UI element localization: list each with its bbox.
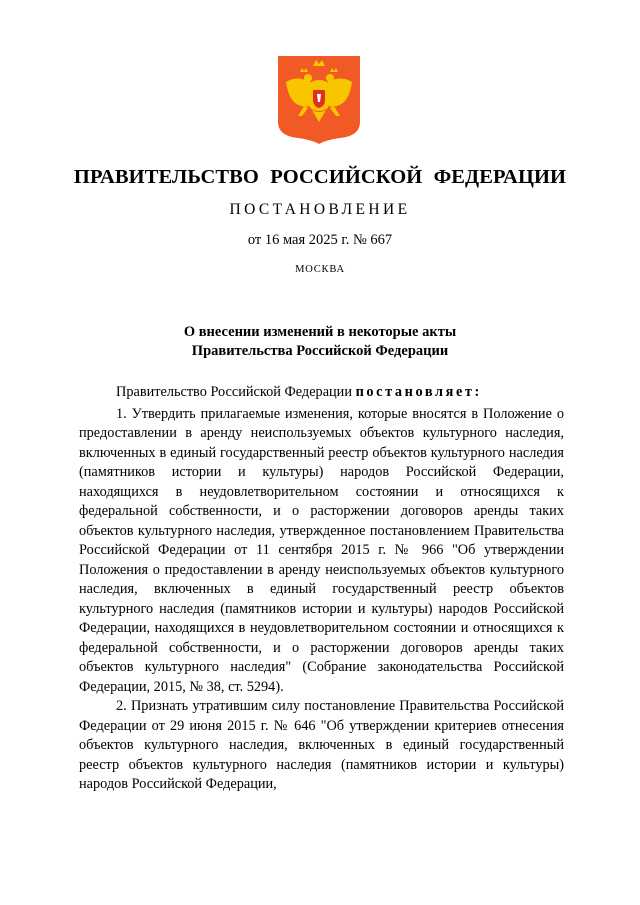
- paragraph-1: 1. Утвердить прилагаемые изменения, которые вносятся в Положение о предоставлении в аренду неиспользуемых объектов культурного наследия, включенных в единый государственный реестр объектов культурного наследия (памятников истории и культуры) народов Российской Федерации, находящихся в неудовлетворительном состоянии и относящихся к федеральной собственности, и о расторжении договоров аренды таких объектов культурного наследия, утвержденное постановлением Правительства Российской Федерации от 11 сентября 2015 г. № 966 "Об утверждении Положения о предоставлении в аренду неиспользуемых объектов культурного наследия, включенных в единый государственный реестр объектов культурного наследия (памятников истории и культуры) народов Российской Федерации, находящихся в неудовлетворительном состоянии и относящихся к федеральной собственности, и о расторжении договоров аренды таких объектов культурного наследия" (Собрание законодательства Российской Федерации, 2015, № 38, ст. 5294).: [79, 405, 564, 695]
- document-type: ПОСТАНОВЛЕНИЕ: [229, 201, 411, 218]
- paragraph-2: 2. Признать утратившим силу постановление Правительства Российской Федерации от 29 июня 2015 г. № 646 "Об утверждении критериев отнесения объектов культурного наследия, включенных в единый государственный реестр объектов культурного наследия (памятников истории и культуры) народов Российской Федерации,: [79, 698, 564, 792]
- document-subject: [0, 323, 640, 361]
- document-date-number: от 16 мая 2025 г. № 667: [247, 232, 393, 248]
- document-body: [79, 383, 564, 795]
- subject-line-1: О внесении изменений в некоторые акты: [183, 324, 457, 340]
- preamble-text: Правительство Российской Федерации: [116, 384, 356, 400]
- preamble: [79, 383, 564, 403]
- preamble-verb: постановляет:: [355, 384, 482, 400]
- coat-of-arms-icon: [278, 56, 360, 144]
- government-title: ПРАВИТЕЛЬСТВО РОССИЙСКОЙ ФЕДЕРАЦИИ: [73, 166, 567, 188]
- city-name: МОСКВА: [295, 264, 345, 275]
- subject-line-2: Правительства Российской Федерации: [191, 343, 449, 359]
